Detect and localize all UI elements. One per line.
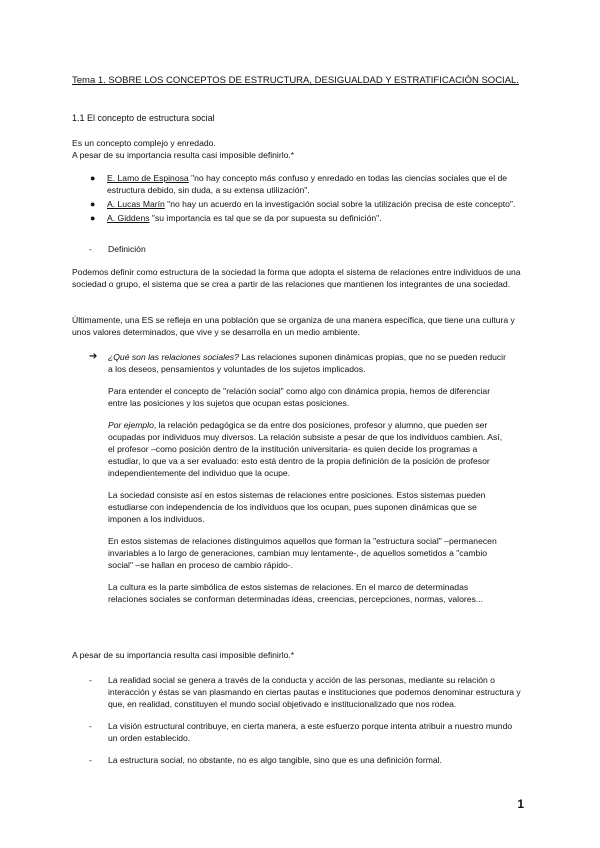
intro-line-2: A pesar de su importancia resulta casi imposible definirlo.* — [72, 150, 295, 160]
dash-text: La estructura social, no obstante, no es algo tangible, sino que es una definición formal. — [108, 755, 442, 765]
quote-item — [72, 198, 522, 210]
quote-item — [72, 172, 522, 196]
repeat-line: A pesar de su importancia resulta casi imposible definirlo.* — [72, 650, 295, 660]
dash-item — [72, 720, 522, 744]
dash-icon: - — [89, 244, 92, 254]
quotes-list — [72, 172, 522, 226]
definicion-item — [72, 243, 548, 255]
ultimamente-paragraph: Últimamente, una ES se refleja en una población que se organiza de una manera específica, que tiene una cultura y unos valores determinados, que vive y se desarrolla en un medio ambiente. — [72, 315, 515, 337]
intro-line-1: Es un concepto complejo y enredado. — [72, 138, 216, 148]
quote-item — [72, 212, 522, 224]
quote-text: "no hay un acuerdo en la investigación social sobre la utilización precisa de este concepto". — [164, 199, 516, 209]
page-number: 1 — [517, 797, 524, 811]
definition-paragraph: Podemos definir como estructura de la sociedad la forma que adopta el sistema de relaciones entre individuos de una sociedad o grupo, el sistema que se crea a partir de las relaciones que mantienen los integrantes de una sociedad. — [72, 267, 521, 289]
definicion-label: Definición — [108, 244, 146, 254]
example-lead: Por ejemplo — [108, 420, 154, 430]
example-text: , la relación pedagógica se da entre dos posiciones, profesor y alumno, que pueden ser ocupadas por individuos muy diversos. La relación subsiste a pesar de que los individuos cambien. Así, el profesor –como posición dentro de la institución universitaria- es quien decide los programas a estudiar, lo que va a ser evaluado: esto está dentro de la propia definición de la posición de profesor independientemente del individuo que la ocupe. — [108, 420, 503, 478]
arrow-icon: ➔ — [89, 351, 98, 362]
question-answer: Las relaciones suponen dinámicas propias, que no se pueden reducir a los deseos, pensamientos y voluntades de los sujetos implicados. — [108, 352, 506, 374]
bullet-icon: ● — [90, 199, 96, 209]
arrow-paragraph-3: La sociedad consiste así en estos sistemas de relaciones entre posiciones. Estos sistemas pueden estudiarse con independencia de los individuos que los ocupan, pues suponen dinámicas que se imponen a los individuos. — [108, 490, 486, 524]
arrow-paragraph-2 — [108, 419, 508, 479]
page-title: Tema 1. SOBRE LOS CONCEPTOS DE ESTRUCTURA, DESIGUALDAD Y ESTRATIFICACIÓN SOCIAL. — [72, 75, 519, 86]
dash-text: La visión estructural contribuye, en cierta manera, a este esfuerzo porque intenta atribuir a nuestro mundo un orden establecido. — [108, 721, 513, 743]
quote-author: A. Giddens — [107, 213, 150, 223]
intro-block — [72, 137, 532, 161]
dash-icon: - — [89, 755, 92, 765]
arrow-paragraph-4: En estos sistemas de relaciones distinguimos aquellos que forman la "estructura social" –permanecen invariables a lo largo de generaciones, cambian muy lentamente-, de aquellos sometidos a "cambio social" –se hallan en proceso de cambio rápido-. — [108, 536, 497, 570]
question-text: ¿Qué son las relaciones sociales? — [108, 352, 239, 362]
quote-text: "no hay concepto más confuso y enredado en todas las ciencias sociales que el de estructura debido, sin duda, a su extensa utilización". — [107, 173, 508, 195]
dash-text: La realidad social se genera a través de la conducta y acción de las personas, mediante su relación o interacción y éstas se van plasmando en ciertas pautas e instituciones que podemos denominar estructura y que, en realidad, constituyen el mundo social objetivado e institucionalizado que nos rodea. — [108, 675, 521, 709]
arrow-paragraph-5: La cultura es la parte simbólica de estos sistemas de relaciones. En el marco de determinadas relaciones sociales se conforman determinadas ideas, creencias, percepciones, normas, valores... — [108, 582, 483, 604]
dash-item — [72, 754, 522, 766]
relaciones-question — [108, 351, 508, 375]
section-heading: 1.1 El concepto de estructura social — [72, 113, 215, 123]
dash-icon: - — [89, 721, 92, 731]
quote-author: A. Lucas Marín — [107, 199, 165, 209]
arrow-paragraph-1: Para entender el concepto de "relación social" como algo con dinámica propia, hemos de diferenciar entre las posiciones y los sujetos que ocupan estas posiciones. — [108, 386, 491, 408]
arrow-block — [108, 351, 508, 615]
bullet-icon: ● — [90, 173, 96, 183]
quote-text: "su importancia es tal que se da por supuesta su definición". — [149, 213, 382, 223]
dash-item — [72, 674, 522, 710]
bullet-icon: ● — [90, 213, 96, 223]
quote-author: E. Lamo de Espinosa — [107, 173, 189, 183]
dash-list — [72, 674, 522, 766]
dash-icon: - — [89, 675, 92, 685]
